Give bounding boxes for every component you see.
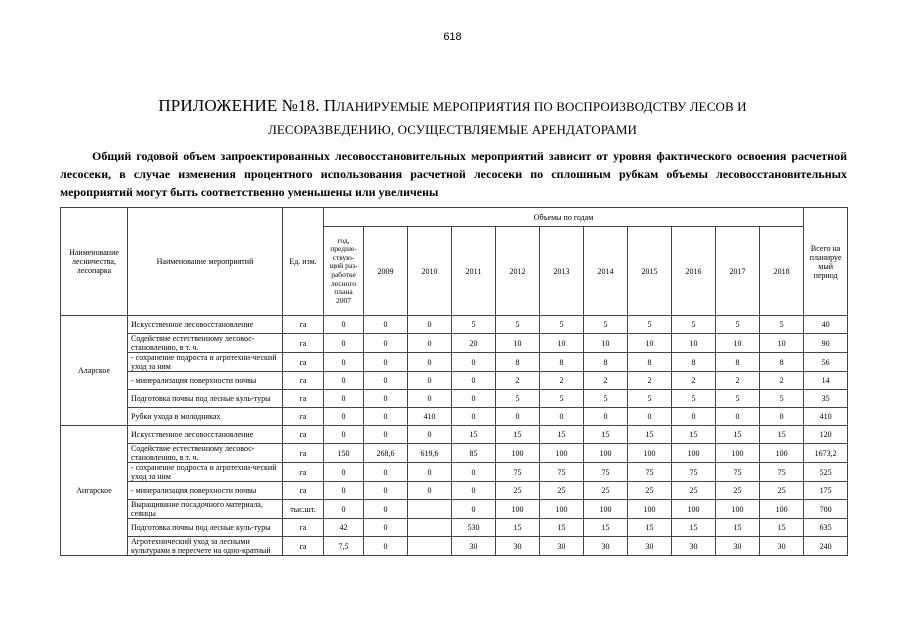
- value-cell: 530: [452, 519, 496, 537]
- forestry-name: Аларское: [61, 316, 128, 426]
- value-cell: 0: [496, 408, 540, 426]
- value-cell: 0: [584, 408, 628, 426]
- activity-name: - сохранение подроста и агротехни-ческий уход за ним: [128, 463, 283, 482]
- value-cell: 0: [364, 372, 408, 390]
- value-cell: 268,6: [364, 444, 408, 463]
- value-cell: 100: [628, 500, 672, 519]
- value-cell: 0: [324, 390, 364, 408]
- total-cell: 35: [804, 390, 848, 408]
- value-cell: 10: [496, 334, 540, 353]
- value-cell: 2: [540, 372, 584, 390]
- value-cell: 0: [324, 408, 364, 426]
- value-cell: 100: [672, 444, 716, 463]
- unit-cell: га: [283, 444, 324, 463]
- value-cell: 25: [672, 482, 716, 500]
- table-row: [61, 444, 848, 463]
- value-cell: 15: [716, 426, 760, 444]
- value-cell: 25: [496, 482, 540, 500]
- value-cell: 10: [716, 334, 760, 353]
- value-cell: 0: [364, 408, 408, 426]
- value-cell: 0: [364, 390, 408, 408]
- value-cell: 2: [496, 372, 540, 390]
- value-cell: 8: [540, 353, 584, 372]
- value-cell: 0: [408, 390, 452, 408]
- value-cell: 30: [628, 537, 672, 556]
- title-line-2: ЛЕСОРАЗВЕДЕНИЮ, ОСУЩЕСТВЛЯЕМЫЕ АРЕНДАТОРАМИ: [267, 122, 638, 137]
- value-cell: 619,6: [408, 444, 452, 463]
- value-cell: 20: [452, 334, 496, 353]
- value-cell: 100: [540, 500, 584, 519]
- value-cell: 410: [408, 408, 452, 426]
- activity-name: - сохранение подроста и агротехни-ческий уход за ним: [128, 353, 283, 372]
- value-cell: [408, 500, 452, 519]
- value-cell: 5: [540, 390, 584, 408]
- value-cell: 2: [584, 372, 628, 390]
- activity-name: Искусственное лесовосстановление: [128, 316, 283, 334]
- value-cell: 15: [672, 519, 716, 537]
- table-row: [61, 482, 848, 500]
- value-cell: 0: [408, 372, 452, 390]
- value-cell: 15: [452, 426, 496, 444]
- value-cell: 100: [496, 444, 540, 463]
- value-cell: 15: [628, 426, 672, 444]
- value-cell: 5: [628, 390, 672, 408]
- activity-name: - минерализация поверхности почвы: [128, 372, 283, 390]
- value-cell: 5: [540, 316, 584, 334]
- value-cell: 0: [408, 334, 452, 353]
- intro-paragraph: Общий годовой объем запроектированных лесовосстановительных мероприятий зависит от уровня фактического освоения расчетной лесосеки, в случае изменения процентного использования расчетной лесосеки по сплошным рубкам объемы лесовосстановительных мероприятий могут быть соответственно уменьшены или увеличены: [60, 149, 847, 199]
- value-cell: 0: [324, 334, 364, 353]
- value-cell: 2: [672, 372, 716, 390]
- value-cell: 42: [324, 519, 364, 537]
- page-number: 618: [443, 31, 462, 43]
- header-year: 2018: [760, 227, 804, 316]
- total-cell: 410: [804, 408, 848, 426]
- value-cell: 5: [628, 316, 672, 334]
- value-cell: 15: [540, 519, 584, 537]
- value-cell: 30: [452, 537, 496, 556]
- value-cell: 15: [716, 519, 760, 537]
- value-cell: 100: [760, 444, 804, 463]
- value-cell: 0: [364, 316, 408, 334]
- value-cell: 100: [496, 500, 540, 519]
- value-cell: 10: [760, 334, 804, 353]
- header-year: 2014: [584, 227, 628, 316]
- value-cell: 0: [364, 519, 408, 537]
- activity-name: Искусственное лесовосстановление: [128, 426, 283, 444]
- value-cell: 5: [584, 390, 628, 408]
- value-cell: 0: [452, 408, 496, 426]
- value-cell: 0: [324, 500, 364, 519]
- total-cell: 525: [804, 463, 848, 482]
- value-cell: 0: [408, 316, 452, 334]
- total-cell: 635: [804, 519, 848, 537]
- value-cell: 15: [540, 426, 584, 444]
- activity-name: Подготовка почвы под лесные куль-туры: [128, 519, 283, 537]
- value-cell: 0: [452, 482, 496, 500]
- unit-cell: га: [283, 316, 324, 334]
- total-cell: 700: [804, 500, 848, 519]
- unit-cell: га: [283, 519, 324, 537]
- value-cell: 0: [628, 408, 672, 426]
- header-year: 2017: [716, 227, 760, 316]
- table-row: [61, 372, 848, 390]
- table-row: [61, 500, 848, 519]
- total-cell: 14: [804, 372, 848, 390]
- activity-name: - минерализация поверхности почвы: [128, 482, 283, 500]
- table-row: [61, 316, 848, 334]
- value-cell: 0: [324, 482, 364, 500]
- value-cell: 0: [364, 537, 408, 556]
- value-cell: 75: [716, 463, 760, 482]
- value-cell: 0: [452, 372, 496, 390]
- activity-name: Агротехнический уход за лесными культурами в пересчете на одно-кратный: [128, 537, 283, 556]
- value-cell: 8: [760, 353, 804, 372]
- table-row: [61, 353, 848, 372]
- value-cell: 0: [364, 353, 408, 372]
- value-cell: 75: [672, 463, 716, 482]
- value-cell: 100: [716, 444, 760, 463]
- value-cell: 15: [760, 519, 804, 537]
- value-cell: 75: [628, 463, 672, 482]
- table-row: [61, 537, 848, 556]
- value-cell: 30: [496, 537, 540, 556]
- value-cell: 0: [324, 353, 364, 372]
- value-cell: 100: [584, 444, 628, 463]
- value-cell: 0: [672, 408, 716, 426]
- value-cell: 25: [540, 482, 584, 500]
- value-cell: 0: [408, 482, 452, 500]
- value-cell: 25: [584, 482, 628, 500]
- value-cell: 0: [364, 463, 408, 482]
- value-cell: 0: [760, 408, 804, 426]
- reforestation-table: [60, 207, 848, 556]
- header-year: 2015: [628, 227, 672, 316]
- value-cell: 7,5: [324, 537, 364, 556]
- table-row: [61, 426, 848, 444]
- header-total: Всего на планируе мый период: [804, 208, 848, 316]
- unit-cell: га: [283, 463, 324, 482]
- header-year: 2013: [540, 227, 584, 316]
- forestry-name: Ангарское: [61, 426, 128, 556]
- value-cell: 75: [760, 463, 804, 482]
- value-cell: 2: [628, 372, 672, 390]
- value-cell: 10: [628, 334, 672, 353]
- header-year: 2010: [408, 227, 452, 316]
- total-cell: 56: [804, 353, 848, 372]
- unit-cell: га: [283, 537, 324, 556]
- value-cell: 5: [452, 316, 496, 334]
- total-cell: 120: [804, 426, 848, 444]
- header-forestry: Наименование лесничества, лесопарка: [61, 208, 128, 316]
- value-cell: [408, 519, 452, 537]
- value-cell: 5: [672, 390, 716, 408]
- title-line-1: ПРИЛОЖЕНИЕ №18. ПЛАНИРУЕМЫЕ МЕРОПРИЯТИЯ ПО ВОСПРОИЗВОДСТВУ ЛЕСОВ И: [158, 96, 747, 115]
- total-cell: 90: [804, 334, 848, 353]
- activity-name: Рубки ухода в молодняках: [128, 408, 283, 426]
- value-cell: 8: [496, 353, 540, 372]
- value-cell: 5: [760, 316, 804, 334]
- value-cell: 15: [496, 426, 540, 444]
- value-cell: 85: [452, 444, 496, 463]
- value-cell: 2: [760, 372, 804, 390]
- value-cell: 2: [716, 372, 760, 390]
- table-row: [61, 390, 848, 408]
- value-cell: 5: [496, 316, 540, 334]
- value-cell: 100: [716, 500, 760, 519]
- value-cell: 0: [452, 463, 496, 482]
- value-cell: 15: [628, 519, 672, 537]
- unit-cell: га: [283, 482, 324, 500]
- value-cell: 10: [672, 334, 716, 353]
- activity-name: Содействие естественному лесовос-становлению, в т. ч.: [128, 334, 283, 353]
- value-cell: 25: [716, 482, 760, 500]
- value-cell: 10: [584, 334, 628, 353]
- value-cell: 0: [324, 372, 364, 390]
- unit-cell: га: [283, 390, 324, 408]
- value-cell: 15: [672, 426, 716, 444]
- value-cell: 75: [540, 463, 584, 482]
- table-row: [61, 334, 848, 353]
- value-cell: 30: [584, 537, 628, 556]
- table-row: [61, 408, 848, 426]
- unit-cell: тыс.шт.: [283, 500, 324, 519]
- header-year: 2009: [364, 227, 408, 316]
- value-cell: 150: [324, 444, 364, 463]
- value-cell: 0: [408, 426, 452, 444]
- unit-cell: га: [283, 334, 324, 353]
- value-cell: 5: [496, 390, 540, 408]
- unit-cell: га: [283, 426, 324, 444]
- header-year: 2011: [452, 227, 496, 316]
- value-cell: 15: [584, 519, 628, 537]
- table-row: [61, 463, 848, 482]
- value-cell: 0: [452, 390, 496, 408]
- header-activity: Наименование мероприятий: [128, 208, 283, 316]
- value-cell: 25: [760, 482, 804, 500]
- header-year: 2012: [496, 227, 540, 316]
- activity-name: Выращивание посадочного материала, сеянцы: [128, 500, 283, 519]
- value-cell: [408, 537, 452, 556]
- total-cell: 1673,2: [804, 444, 848, 463]
- value-cell: 0: [452, 500, 496, 519]
- header-year: 2016: [672, 227, 716, 316]
- total-cell: 175: [804, 482, 848, 500]
- value-cell: 5: [584, 316, 628, 334]
- value-cell: 5: [716, 390, 760, 408]
- activity-name: Подготовка почвы под лесные куль-туры: [128, 390, 283, 408]
- value-cell: 5: [760, 390, 804, 408]
- value-cell: 0: [364, 482, 408, 500]
- header-volumes-by-year: Объемы по годам: [324, 208, 804, 227]
- value-cell: 15: [584, 426, 628, 444]
- value-cell: 5: [716, 316, 760, 334]
- unit-cell: га: [283, 353, 324, 372]
- header-unit: Ед. изм.: [283, 208, 324, 316]
- value-cell: 25: [628, 482, 672, 500]
- value-cell: 75: [496, 463, 540, 482]
- value-cell: 0: [364, 334, 408, 353]
- value-cell: 0: [540, 408, 584, 426]
- value-cell: 0: [324, 316, 364, 334]
- value-cell: 30: [760, 537, 804, 556]
- value-cell: 0: [408, 353, 452, 372]
- value-cell: 100: [540, 444, 584, 463]
- value-cell: 8: [716, 353, 760, 372]
- value-cell: 0: [364, 500, 408, 519]
- value-cell: 75: [584, 463, 628, 482]
- value-cell: 100: [628, 444, 672, 463]
- page-title: [40, 95, 865, 141]
- value-cell: 5: [672, 316, 716, 334]
- value-cell: 8: [584, 353, 628, 372]
- value-cell: 8: [628, 353, 672, 372]
- value-cell: 0: [716, 408, 760, 426]
- value-cell: 0: [324, 463, 364, 482]
- value-cell: 15: [760, 426, 804, 444]
- value-cell: 15: [496, 519, 540, 537]
- value-cell: 30: [672, 537, 716, 556]
- value-cell: 30: [716, 537, 760, 556]
- value-cell: 0: [452, 353, 496, 372]
- value-cell: 0: [324, 426, 364, 444]
- unit-cell: га: [283, 408, 324, 426]
- activity-name: Содействие естественному лесовос-становлению, в т. ч.: [128, 444, 283, 463]
- value-cell: 10: [540, 334, 584, 353]
- header-plan-year: год, предше-ствую-щий раз-работке лесного плана 2007: [324, 227, 364, 316]
- table-row: [61, 519, 848, 537]
- value-cell: 0: [364, 426, 408, 444]
- value-cell: 8: [672, 353, 716, 372]
- total-cell: 240: [804, 537, 848, 556]
- value-cell: 100: [584, 500, 628, 519]
- value-cell: 0: [408, 463, 452, 482]
- unit-cell: га: [283, 372, 324, 390]
- value-cell: 100: [760, 500, 804, 519]
- value-cell: 100: [672, 500, 716, 519]
- total-cell: 40: [804, 316, 848, 334]
- value-cell: 30: [540, 537, 584, 556]
